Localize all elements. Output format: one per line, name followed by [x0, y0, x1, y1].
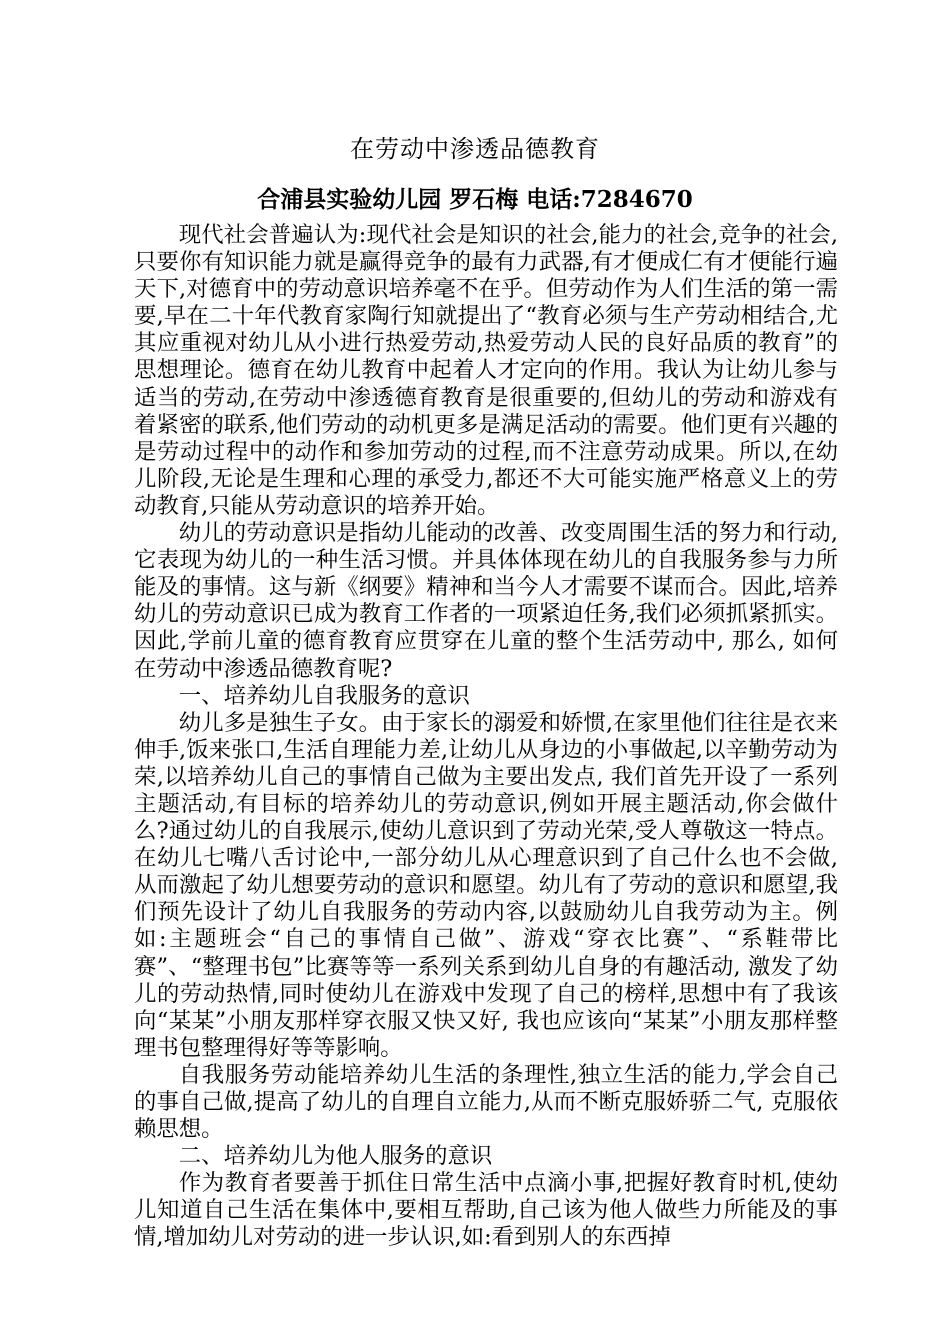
section-heading-1: 一、培养幼儿自我服务的意识 — [178, 682, 470, 709]
paragraph-intro: 现代社会普遍认为:现代社会是知识的社会,能力的社会,竞争的社会,只要你有知识能力就是赢得竞争的最有力武器,有才便成仁有才便能行遍天下,对德育中的劳动意识培养毫不在乎。但劳动作为人们生活的第一需要,早在二十年代教育家陶行知就提出了“教育必须与生产劳动相结合,尤其应重视对幼儿从小进行热爱劳动,热爱劳动人民的良好品质的教育”的思想理论。德育在幼儿教育中起着人才定向的作用。我认为让幼儿参与适当的劳动,在劳动中渗透德育教育是很重要的,但幼儿的劳动和游戏有着紧密的联系,他们劳动的动机更多是满足活动的需要。他们更有兴趣的是劳动过程中的动作和参加劳动的过程,而不注意劳动成果。所以,在幼儿阶段,无论是生理和心理的承受力,都还不大可能实施严格意义上的劳动教育,只能从劳动意识的培养开始。 — [134, 222, 838, 519]
paragraph-self-service: 幼儿多是独生子女。由于家长的溺爱和娇惯,在家里他们往往是衣来伸手,饭来张口,生活自理能力差,让幼儿从身边的小事做起,以辛勤劳动为荣,以培养幼儿自己的事情自己做为主要出发点, 我们首先开设了一系列主题活动,有目标的培养幼儿的劳动意识,例如开展主题活动,你会做什么?通过幼儿的自我展示,使幼儿意识到了劳动光荣,受人尊敬这一特点。在幼儿七嘴八舌讨论中,一部分幼儿从心理意识到了自己什么也不会做, 从而激起了幼儿想要劳动的意识和愿望。幼儿有了劳动的意识和愿望,我们预先设计了幼儿自我服务的劳动内容,以鼓励幼儿自我劳动为主。例如:主题班会“自己的事情自己做”、游戏“穿衣比赛”、“系鞋带比赛”、“整理书包”比赛等等一系列关系到幼儿自身的有趣活动, 激发了幼儿的劳动热情,同时使幼儿在游戏中发现了自己的榜样,思想中有了我该向“某某”小朋友那样穿衣服又快又好, 我也应该向“某某”小朋友那样整理书包整理得好等等影响。 — [134, 709, 838, 1061]
paragraph-serve-others: 作为教育者要善于抓住日常生活中点滴小事,把握好教育时机,使幼儿知道自己生活在集体中,要相互帮助,自己该为他人做些力所能及的事情,增加幼儿对劳动的进一步认识,如:看到别人的东西掉 — [134, 1170, 838, 1251]
paragraph-labor-awareness: 幼儿的劳动意识是指幼儿能动的改善、改变周围生活的努力和行动,它表现为幼儿的一种生活习惯。并具体体现在幼儿的自我服务参与力所能及的事情。这与新《纲要》精神和当今人才需要不谋而合。因此,培养幼儿的劳动意识已成为教育工作者的一项紧迫任务,我们必须抓紧抓实。 因此,学前儿童的德育教育应贯穿在儿童的整个生活劳动中, 那么, 如何在劳动中渗透品德教育呢? — [134, 520, 838, 682]
paragraph-self-service-benefits: 自我服务劳动能培养幼儿生活的条理性,独立生活的能力,学会自己的事自己做,提高了幼儿的自理自立能力,从而不断克服娇骄二气, 克服依赖思想。 — [134, 1061, 838, 1143]
section-heading-2: 二、培养幼儿为他人服务的意识 — [178, 1143, 493, 1170]
document-body — [134, 222, 838, 1252]
author-line: 合浦县实验幼儿园 罗石梅 电话:7284670 — [257, 186, 693, 213]
document-title: 在劳动中渗透品德教育 — [350, 135, 600, 163]
